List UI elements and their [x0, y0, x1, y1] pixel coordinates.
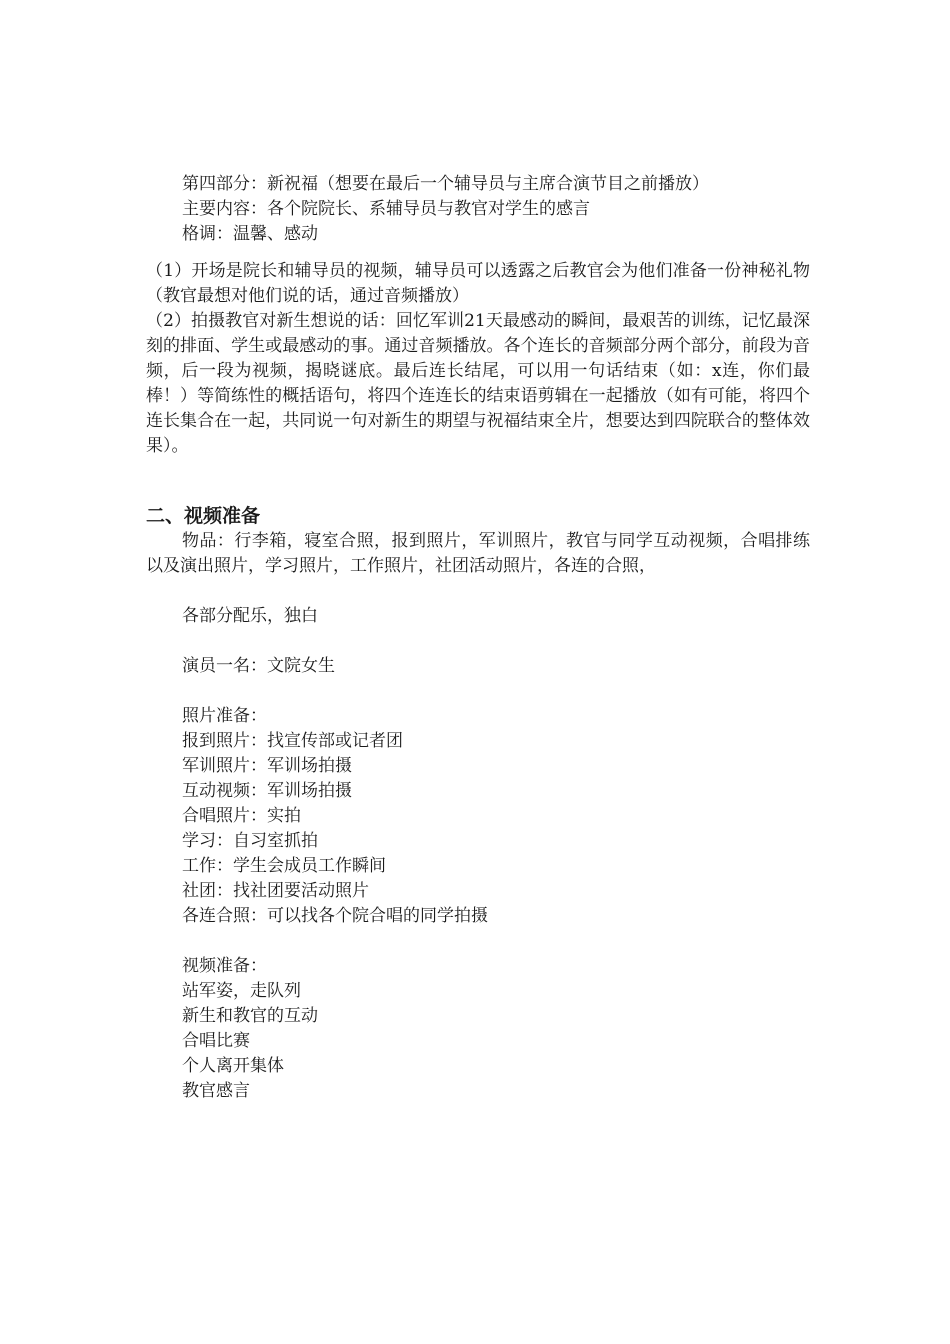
section-heading: 二、视频准备	[146, 505, 261, 527]
point-1: （1）开场是院长和辅导员的视频，辅导员可以透露之后教官会为他们准备一份神秘礼物（教官最想对他们说的话，通过音频播放）	[146, 261, 810, 306]
photo-prep-item: 工作：学生会成员工作瞬间	[182, 856, 386, 876]
photo-prep-item: 合唱照片：实拍	[182, 806, 301, 826]
photo-prep-label: 照片准备：	[182, 706, 267, 726]
document-page	[146, 172, 810, 1104]
video-prep-item: 站军姿，走队列	[182, 981, 301, 1001]
photo-prep-item: 学习：自习室抓拍	[182, 831, 318, 851]
video-prep-item: 个人离开集体	[182, 1056, 284, 1076]
photo-prep-item: 社团：找社团要活动照片	[182, 881, 369, 901]
actor-line: 演员一名：文院女生	[182, 656, 335, 676]
video-prep-item: 新生和教官的互动	[182, 1006, 318, 1026]
part4-content: 主要内容：各个院院长、系辅导员与教官对学生的感言	[182, 199, 590, 219]
point-2: （2）拍摄教官对新生想说的话：回忆军训21天最感动的瞬间，最艰苦的训练，记忆最深刻的排面、学生或最感动的事。通过音频播放。各个连长的音频部分两个部分，前段为音频，后一段为视频，揭晓谜底。最后连长结尾，可以用一句话结束（如：x连，你们最棒！）等简练性的概括语句，将四个连连长的结束语剪辑在一起播放（如有可能，将四个连长集合在一起，共同说一句对新生的期望与祝福结束全片，想要达到四院联合的整体效果）。	[146, 311, 810, 456]
photo-prep-item: 各连合照：可以找各个院合唱的同学拍摄	[182, 906, 488, 926]
part4-tone: 格调：温馨、感动	[182, 224, 318, 244]
photo-prep-item: 报到照片：找宣传部或记者团	[182, 731, 403, 751]
music-line: 各部分配乐，独白	[182, 606, 318, 626]
photo-prep-item: 互动视频：军训场拍摄	[182, 781, 352, 801]
video-prep-label: 视频准备：	[182, 956, 267, 976]
video-prep-item: 合唱比赛	[182, 1031, 250, 1051]
photo-prep-item: 军训照片：军训场拍摄	[182, 756, 352, 776]
video-prep-item: 教官感言	[182, 1081, 250, 1101]
items-paragraph: 物品：行李箱，寝室合照，报到照片，军训照片，教官与同学互动视频，合唱排练以及演出照片，学习照片，工作照片，社团活动照片，各连的合照，	[146, 531, 810, 576]
part4-title: 第四部分：新祝福（想要在最后一个辅导员与主席合演节目之前播放）	[182, 174, 709, 194]
